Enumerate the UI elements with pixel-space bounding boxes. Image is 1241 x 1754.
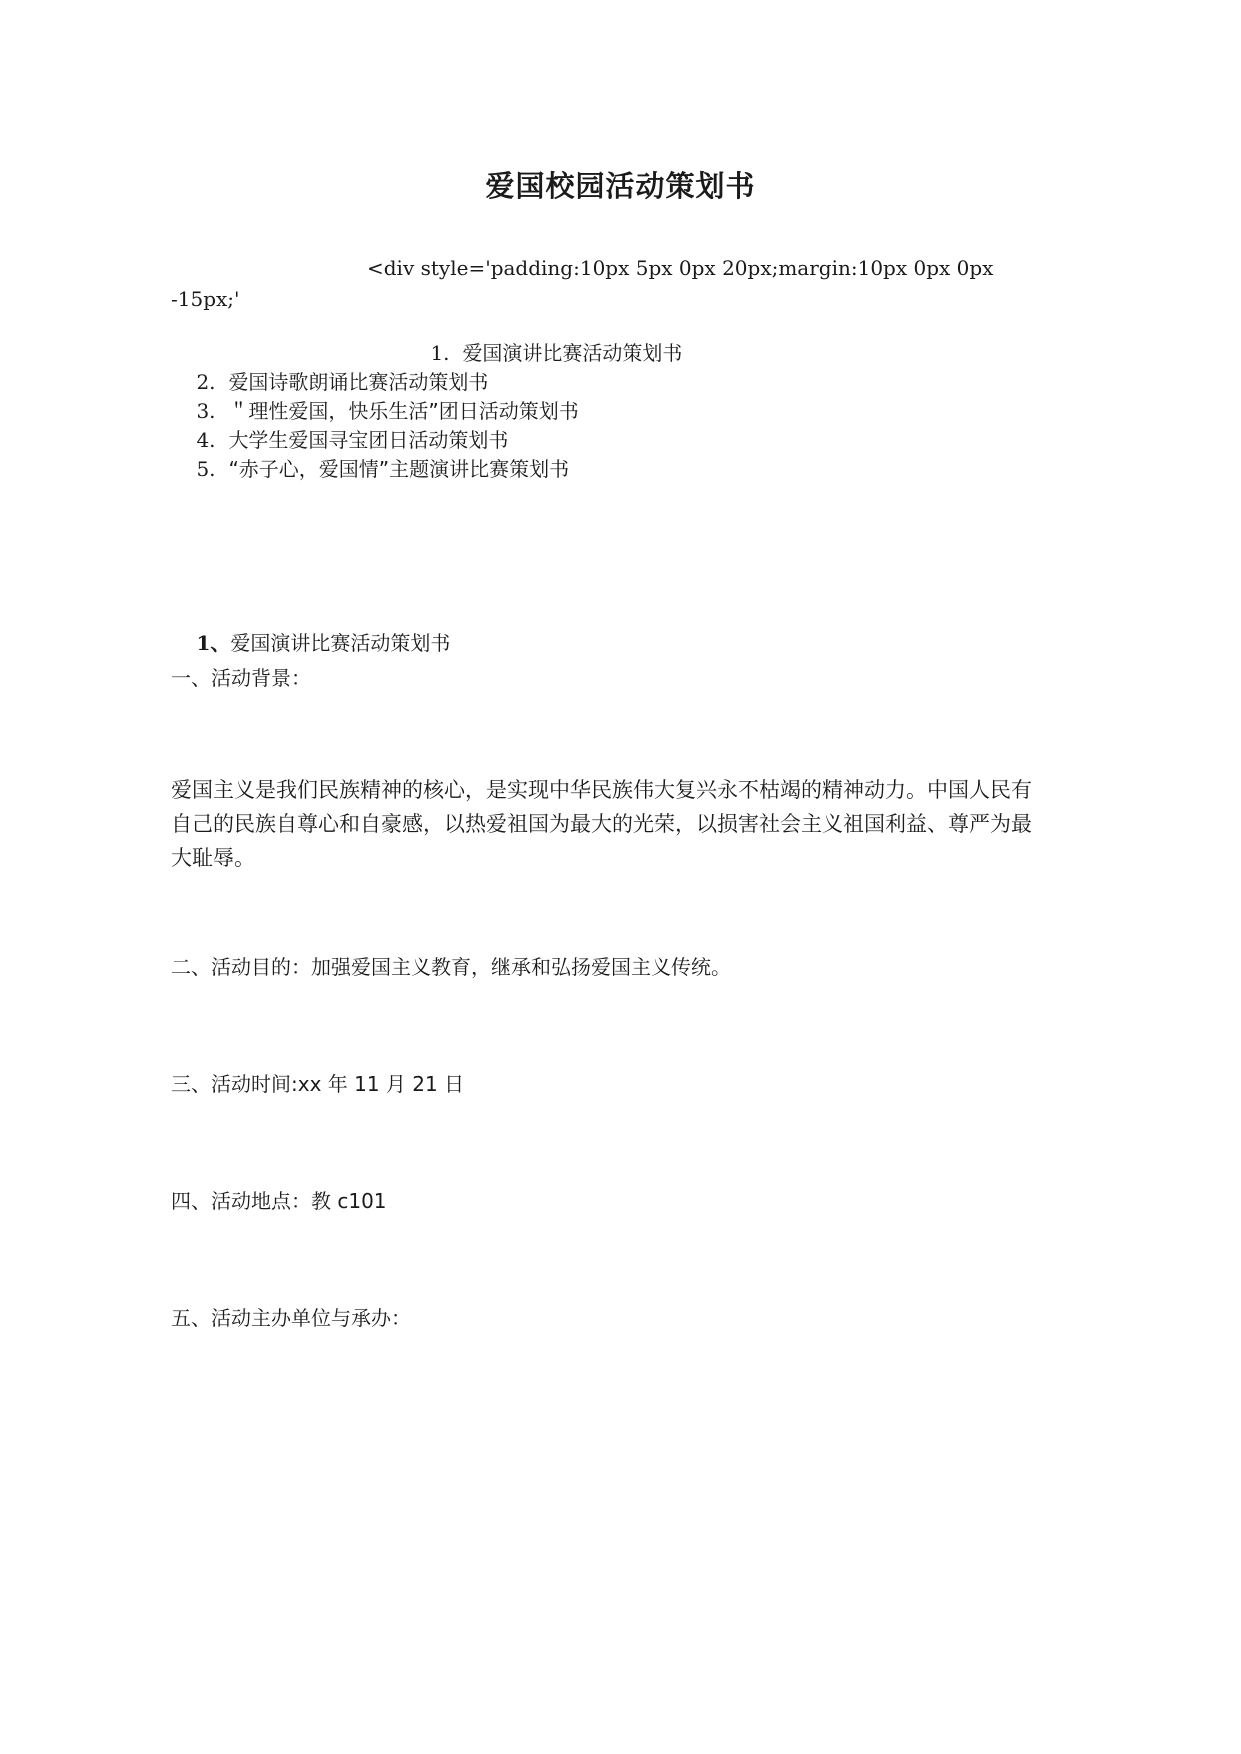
toc-item-label: “赤子心，爱国情”主题演讲比赛策划书 xyxy=(228,457,570,481)
toc-item-number: 5. xyxy=(196,457,216,481)
page-title: 爱国校园活动策划书 xyxy=(485,169,756,203)
toc-item-number: 4. xyxy=(196,428,216,452)
toc-item-number: 2. xyxy=(196,370,216,394)
toc-item-label: ＂理性爱国，快乐生活”团日活动策划书 xyxy=(228,399,579,423)
code-snippet-line-2: -15px;' xyxy=(171,287,240,311)
organizer-line: 五、活动主办单位与承办： xyxy=(171,1306,411,1330)
background-heading: 一、活动背景： xyxy=(171,666,311,690)
toc-item-5 xyxy=(171,429,569,506)
time-line: 三、活动时间:xx 年 11 月 21 日 xyxy=(171,1072,465,1096)
location-line: 四、活动地点：教 c101 xyxy=(171,1189,387,1213)
background-paragraph: 爱国主义是我们民族精神的核心，是实现中华民族伟大复兴永不枯竭的精神动力。中国人民有自己的民族自尊心和自豪感，以热爱祖国为最大的光荣，以损害社会主义祖国利益、尊严为最大耻辱。 xyxy=(171,778,1032,870)
toc-item-number: 1. xyxy=(430,341,450,365)
toc-item-label: 爱国诗歌朗诵比赛活动策划书 xyxy=(228,370,489,394)
section-number: 1、 xyxy=(196,631,231,655)
section-heading-label: 爱国演讲比赛活动策划书 xyxy=(230,631,451,655)
toc-item-label: 大学生爱国寻宝团日活动策划书 xyxy=(228,428,509,452)
purpose-line: 二、活动目的：加强爱国主义教育，继承和弘扬爱国主义传统。 xyxy=(171,955,731,979)
toc-item-label: 爱国演讲比赛活动策划书 xyxy=(462,341,683,365)
code-snippet-line-1: <div style='padding:10px 5px 0px 20px;margin:10px 0px 0px xyxy=(367,256,994,280)
toc-item-number: 3. xyxy=(196,399,216,423)
